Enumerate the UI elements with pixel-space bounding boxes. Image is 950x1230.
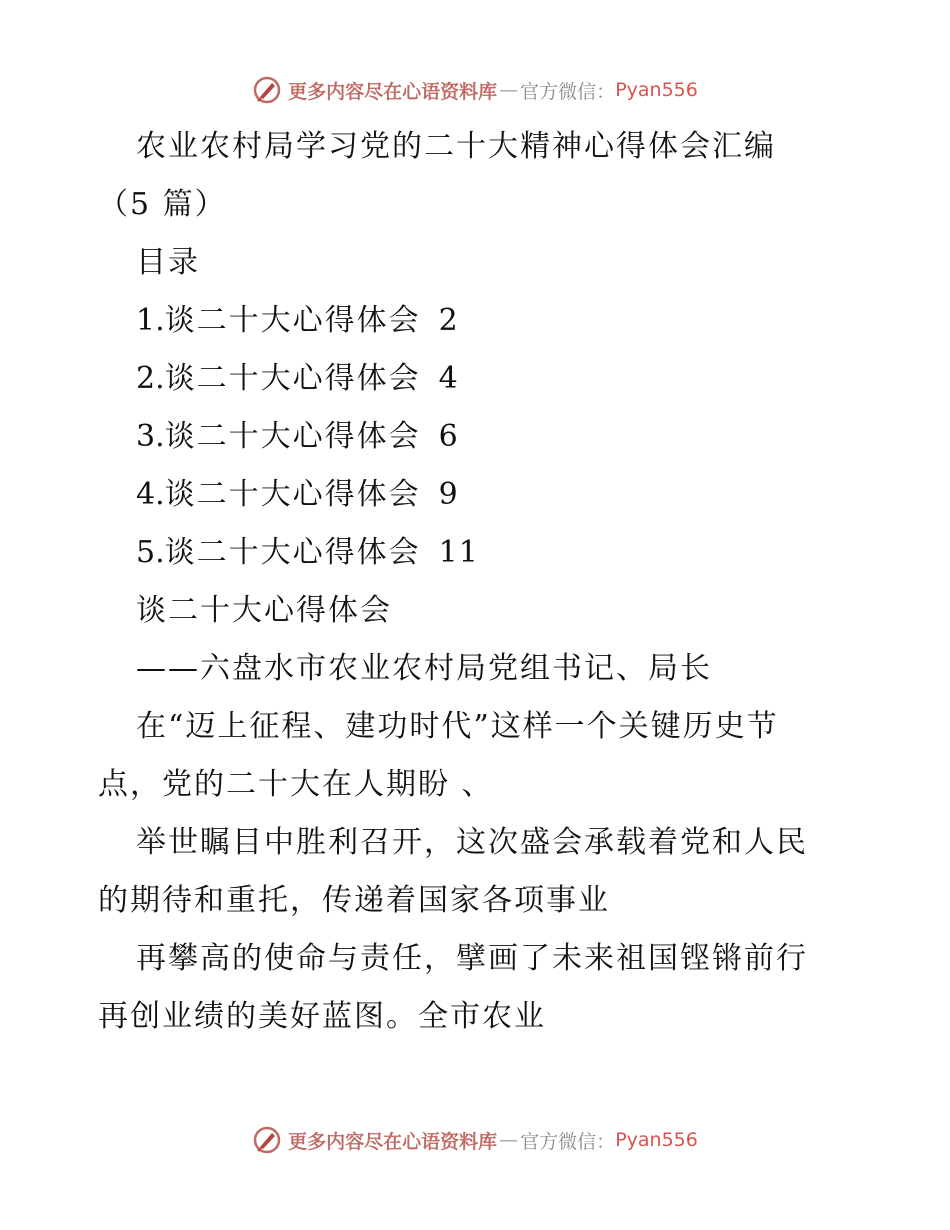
- watermark-wechat-label: 官方微信：: [520, 80, 616, 103]
- watermark-brand-text: 更多内容尽在心语资料库: [288, 80, 498, 103]
- toc-item-page: 11: [438, 535, 479, 570]
- document-title-line-2: （5 篇）: [98, 187, 227, 222]
- toc-item-label: 谈二十大心得体会: [164, 477, 421, 512]
- paragraph-line: 再创业绩的美好蓝图。全市农业: [98, 999, 546, 1034]
- toc-heading: 目录: [136, 245, 200, 280]
- watermark-brand-text: 更多内容尽在心语资料库: [288, 1130, 498, 1153]
- toc-item-number: 2.: [136, 361, 165, 396]
- toc-item-number: 1.: [136, 303, 165, 338]
- watermark-dash: —: [499, 1129, 519, 1151]
- toc-item-5[interactable]: [98, 524, 858, 582]
- document-body: [98, 118, 858, 1046]
- toc-item-page: 2: [438, 303, 459, 338]
- paragraph-line: 举世瞩目中胜利召开，这次盛会承载着党和人民: [136, 825, 808, 860]
- watermark-banner-top: [0, 70, 950, 110]
- toc-item-label: 谈二十大心得体会: [164, 361, 421, 396]
- article-title: 谈二十大心得体会: [136, 593, 392, 628]
- toc-item-4[interactable]: [98, 466, 858, 524]
- toc-item-2[interactable]: [98, 350, 858, 408]
- toc-item-label: 谈二十大心得体会: [164, 303, 421, 338]
- toc-item-3[interactable]: [98, 408, 858, 466]
- watermark-wechat-label: 官方微信：: [520, 1130, 616, 1153]
- watermark-wechat-id: Pyan556: [615, 1129, 698, 1151]
- toc-item-page: 4: [438, 361, 459, 396]
- toc-item-number: 5.: [136, 535, 165, 570]
- watermark-wechat-id: Pyan556: [615, 79, 698, 101]
- paragraph-line: 的期待和重托，传递着国家各项事业: [98, 883, 610, 918]
- quill-pen-logo-icon: [252, 75, 282, 105]
- toc-item-1[interactable]: [98, 292, 858, 350]
- toc-item-page: 9: [438, 477, 459, 512]
- toc-item-label: 谈二十大心得体会: [164, 419, 421, 454]
- paragraph-line: 在“迈上征程、建功时代”这样一个关键历史节: [136, 709, 779, 744]
- toc-item-number: 3.: [136, 419, 165, 454]
- watermark-dash: —: [499, 79, 519, 101]
- document-title-line-1: 农业农村局学习党的二十大精神心得体会汇编: [136, 129, 776, 164]
- paragraph-line: 再攀高的使命与责任，擘画了未来祖国铿锵前行: [136, 941, 808, 976]
- toc-item-number: 4.: [136, 477, 165, 512]
- toc-item-label: 谈二十大心得体会: [164, 535, 421, 570]
- paragraph-line: 点，党的二十大在人期盼 、: [98, 767, 494, 802]
- article-byline: ——六盘水市农业农村局党组书记、局长: [136, 651, 712, 686]
- toc-item-page: 6: [438, 419, 459, 454]
- quill-pen-logo-icon: [252, 1125, 282, 1155]
- watermark-banner-bottom: [0, 1120, 950, 1160]
